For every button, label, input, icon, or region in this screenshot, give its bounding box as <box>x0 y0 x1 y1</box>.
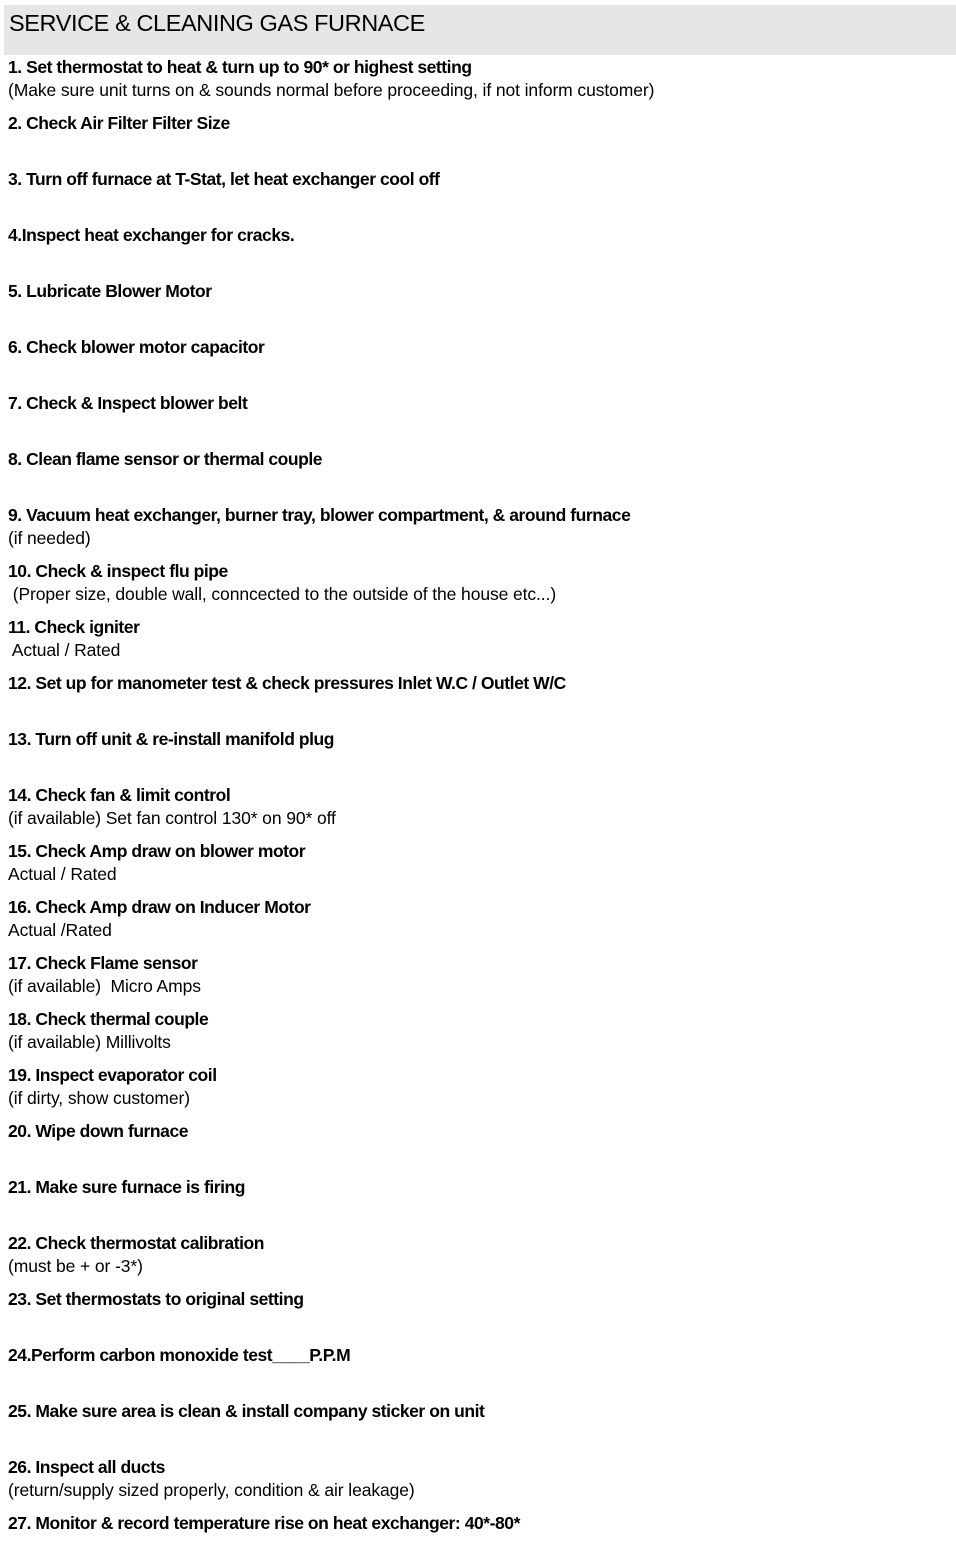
checklist-item <box>8 392 948 414</box>
checklist-item-note: Actual / Rated <box>8 640 121 660</box>
checklist-item <box>8 1008 948 1053</box>
checklist-item-title: 21. Make sure furnace is firing <box>8 1177 245 1197</box>
checklist-item <box>8 1176 948 1198</box>
checklist-item <box>8 1120 948 1142</box>
checklist-item <box>8 448 948 470</box>
checklist-item-title: 10. Check & inspect flu pipe <box>8 561 228 581</box>
checklist-item-title: 2. Check Air Filter Filter Size <box>8 113 230 133</box>
checklist-item-title: 14. Check fan & limit control <box>8 785 231 805</box>
checklist-item <box>8 616 948 661</box>
checklist-item <box>8 56 948 101</box>
checklist-item-title: 25. Make sure area is clean & install company sticker on unit <box>8 1401 485 1421</box>
checklist-item <box>8 112 948 134</box>
checklist-item <box>8 224 948 246</box>
checklist-item-title: 24.Perform carbon monoxide test____P.P.M <box>8 1345 351 1365</box>
checklist-item-title: 22. Check thermostat calibration <box>8 1233 264 1253</box>
checklist-item-note: (if available) Millivolts <box>8 1032 171 1052</box>
checklist-item-title: 5. Lubricate Blower Motor <box>8 281 212 301</box>
checklist-item-note: (Make sure unit turns on & sounds normal before proceeding, if not inform customer) <box>8 80 655 100</box>
checklist-item-note: (if available) Micro Amps <box>8 976 201 996</box>
checklist-item <box>8 280 948 302</box>
checklist-item-title: 23. Set thermostats to original setting <box>8 1289 304 1309</box>
checklist-item-title: 20. Wipe down furnace <box>8 1121 189 1141</box>
checklist-item <box>8 1288 948 1310</box>
checklist-item-note: (must be + or -3*) <box>8 1256 143 1276</box>
checklist-item-title: 18. Check thermal couple <box>8 1009 209 1029</box>
checklist-item <box>8 1456 948 1501</box>
checklist-item <box>8 504 948 549</box>
checklist-item-title: 8. Clean flame sensor or thermal couple <box>8 449 323 469</box>
checklist-item-title: 17. Check Flame sensor <box>8 953 198 973</box>
checklist-item <box>8 1232 948 1277</box>
checklist-item <box>8 1400 948 1422</box>
checklist-item-title: 19. Inspect evaporator coil <box>8 1065 217 1085</box>
checklist-item <box>8 784 948 829</box>
checklist-item-title: 13. Turn off unit & re-install manifold plug <box>8 729 334 749</box>
checklist-item <box>8 1344 948 1366</box>
checklist-item-note: (if needed) <box>8 528 91 548</box>
checklist-item-note: (if available) Set fan control 130* on 90* off <box>8 808 336 828</box>
checklist-item-title: 27. Monitor & record temperature rise on heat exchanger: 40*-80* <box>8 1513 520 1533</box>
checklist-item <box>8 728 948 750</box>
checklist-item <box>8 1512 948 1534</box>
checklist-item <box>8 896 948 941</box>
checklist-item-note: Actual / Rated <box>8 864 117 884</box>
checklist-item-title: 11. Check igniter <box>8 617 140 637</box>
checklist-item-note: Actual /Rated <box>8 920 112 940</box>
checklist-item <box>8 168 948 190</box>
checklist-item-note: (Proper size, double wall, conncected to the outside of the house etc...) <box>8 584 557 604</box>
checklist-item <box>8 840 948 885</box>
checklist-item <box>8 952 948 997</box>
checklist-item-title: 6. Check blower motor capacitor <box>8 337 265 357</box>
checklist-item-title: 9. Vacuum heat exchanger, burner tray, blower compartment, & around furnace <box>8 505 631 525</box>
checklist-item-title: 1. Set thermostat to heat & turn up to 90* or highest setting <box>8 57 472 77</box>
checklist-item-note: (return/supply sized properly, condition & air leakage) <box>8 1480 415 1500</box>
checklist-item <box>8 336 948 358</box>
checklist-item-note: (if dirty, show customer) <box>8 1088 190 1108</box>
checklist-item-title: 12. Set up for manometer test & check pressures Inlet W.C / Outlet W/C <box>8 673 566 693</box>
checklist-item-title: 15. Check Amp draw on blower motor <box>8 841 306 861</box>
checklist-item <box>8 560 948 605</box>
checklist-item <box>8 1064 948 1109</box>
checklist-item-title: 7. Check & Inspect blower belt <box>8 393 248 413</box>
page-title: SERVICE & CLEANING GAS FURNACE <box>9 10 425 36</box>
checklist-item-title: 26. Inspect all ducts <box>8 1457 165 1477</box>
checklist-item-title: 4.Inspect heat exchanger for cracks. <box>8 225 295 245</box>
checklist-item <box>8 672 948 694</box>
checklist-item-title: 3. Turn off furnace at T-Stat, let heat exchanger cool off <box>8 169 440 189</box>
checklist-item-title: 16. Check Amp draw on Inducer Motor <box>8 897 311 917</box>
